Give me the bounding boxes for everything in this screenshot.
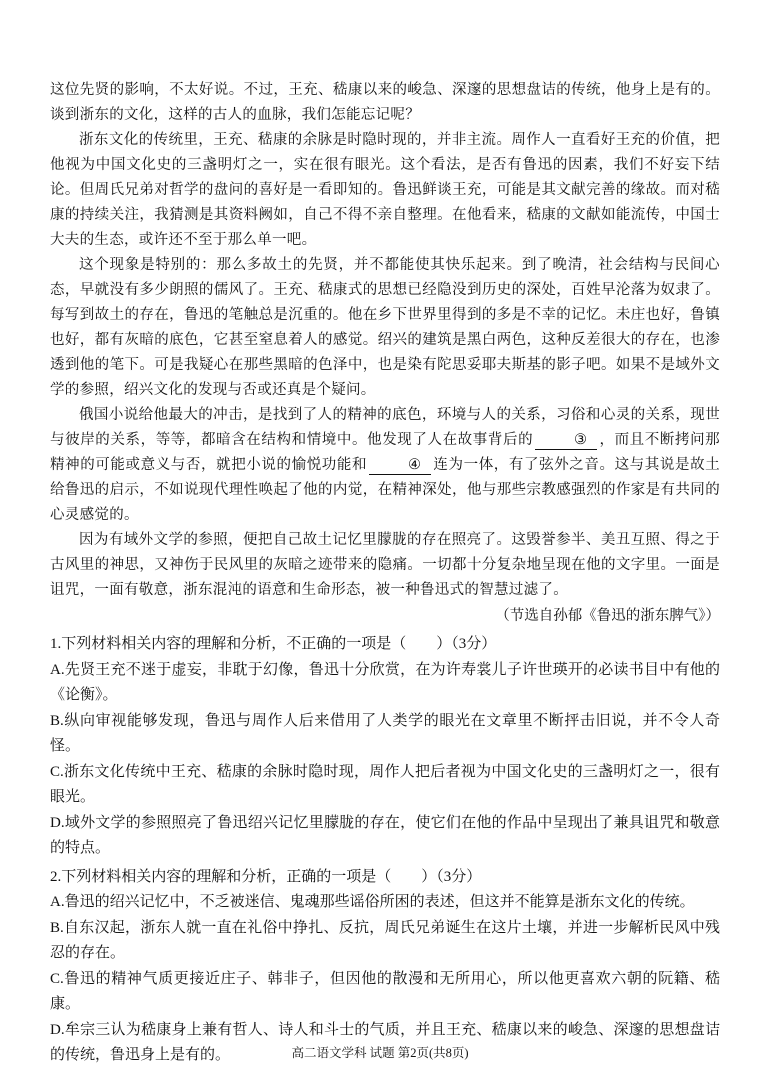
blank-3: ③ [535,431,597,450]
article-paragraph-5: 因为有域外文学的参照，便把自己故土记忆里朦胧的存在照亮了。这毁誉参半、美丑互照、得之于古风里的神思，又神伤于民风里的灰暗之迹带来的隐痛。一切都十分复杂地呈现在他的文字里。一面是诅咒，一面有敬意，浙东混沌的语意和生命形态，被一种鲁迅式的智慧过滤了。 [50,532,720,598]
question-1-option-b: B.纵向审视能够发现，鲁迅与周作人后来借用了人类学的眼光在文章里不断抨击旧说，并不令人奇怪。 [50,712,720,754]
question-2-option-b: B.自东汉起，浙东人就一直在礼俗中挣扎、反抗，周氏兄弟诞生在这片土壤，并进一步解析民风中残忍的存在。 [50,919,720,961]
article-source: （节选自孙郁《鲁迅的浙东脾气》） [495,608,720,624]
question-1-option-a: A.先贤王充不迷于虚妄，非耽于幻像，鲁迅十分欣赏，在为许寿裳儿子许世瑛开的必读书目中有他的《论衡》。 [50,661,720,703]
question-2-option-a: A.鲁迅的绍兴记忆中，不乏被迷信、鬼魂那些谣俗所困的表述，但这并不能算是浙东文化的传统。 [50,894,695,910]
question-2-stem: 2.下列材料相关内容的理解和分析，正确的一项是（ ）（3分） [50,868,482,885]
article-paragraph-3: 这个现象是特别的：那么多故土的先贤，并不都能使其快乐起来。到了晚清，社会结构与民间心态，早就没有多少朗照的儒风了。王充、嵇康式的思想已经隐没到历史的深处，百姓早沦落为奴隶了。每写到故土的存在，鲁迅的笔触总是沉重的。他在乡下世界里得到的多是不幸的记忆。未庄也好，鲁镇也好，都有灰暗的底色，它甚至窒息着人的感觉。绍兴的建筑是黑白两色，这种反差很大的存在，也渗透到他的笔下。可是我疑心在那些黑暗的色泽中，也是染有陀思妥耶夫斯基的影子吧。如果不是域外文学的参照，绍兴文化的发现与否或还真是个疑问。 [50,257,720,398]
page-footer: 高二语文学科 试题 第2页(共8页) [291,1046,469,1060]
question-2 [50,865,720,1069]
exam-page [50,78,720,1069]
question-2-option-c: C.鲁迅的精神气质更接近庄子、韩非子，但因他的散漫和无所用心，所以他更喜欢六朝的阮籍、嵇康。 [50,970,720,1012]
question-1 [50,632,720,862]
question-1-option-c: C.浙东文化传统中王充、嵇康的余脉时隐时现，周作人把后者视为中国文化史的三盏明灯之一，很有眼光。 [50,763,720,805]
question-1-option-d: D.域外文学的参照照亮了鲁迅绍兴记忆里朦胧的存在，使它们在他的作品中呈现出了兼具诅咒和敬意的特点。 [50,814,720,856]
paragraph-4-part-c: 连为一体，有了弦外之音。这与其说是故土给鲁迅的启示，不如说现代理性唤起了他的内觉，在精神深处，他与那些宗教感强烈的作家是有共同的心灵感觉的。 [50,457,720,523]
article-paragraph-1: 这位先贤的影响，不太好说。不过，王充、嵇康以来的峻急、深邃的思想盘诘的传统，他身上是有的。谈到浙东的文化，这样的古人的血脉，我们怎能忘记呢？ [50,82,720,123]
question-1-stem: 1.下列材料相关内容的理解和分析，不正确的一项是（ ）（3分） [50,636,497,652]
blank-4: ④ [369,456,431,475]
question-2-option-d: D.牟宗三认为嵇康身上兼有哲人、诗人和斗士的气质，并且王充、嵇康以来的峻急、深邃的思想盘诘的传统，鲁迅身上是有的。 [50,1021,720,1063]
article-paragraph-2: 浙东文化的传统里，王充、嵇康的余脉是时隐时现的，并非主流。周作人一直看好王充的价值，把他视为中国文化史的三盏明灯之一，实在很有眼光。这个看法，是否有鲁迅的因素，我们不好妄下结论。但周氏兄弟对哲学的盘问的喜好是一看即知的。鲁迅鲜谈王充，可能是其文献完善的缘故。而对嵇康的持续关注，我猜测是其资料阙如，自己不得不亲自整理。在他看来，嵇康的文献如能流传，中国士大夫的生态，或许还不至于那么单一吧。 [50,132,720,248]
article-paragraph-4 [50,403,720,528]
paragraph-4-part-b: ，而且不断拷问那精神的可能或意义与否，就把小说的愉悦功能和 [50,432,720,473]
paragraph-4-part-a: 俄国小说给他最大的冲击，是找到了人的精神的底色，环境与人的关系，习俗和心灵的关系，现世与彼岸的关系，等等，都暗含在结构和情境中。他发现了人在故事背后的 [50,407,720,448]
